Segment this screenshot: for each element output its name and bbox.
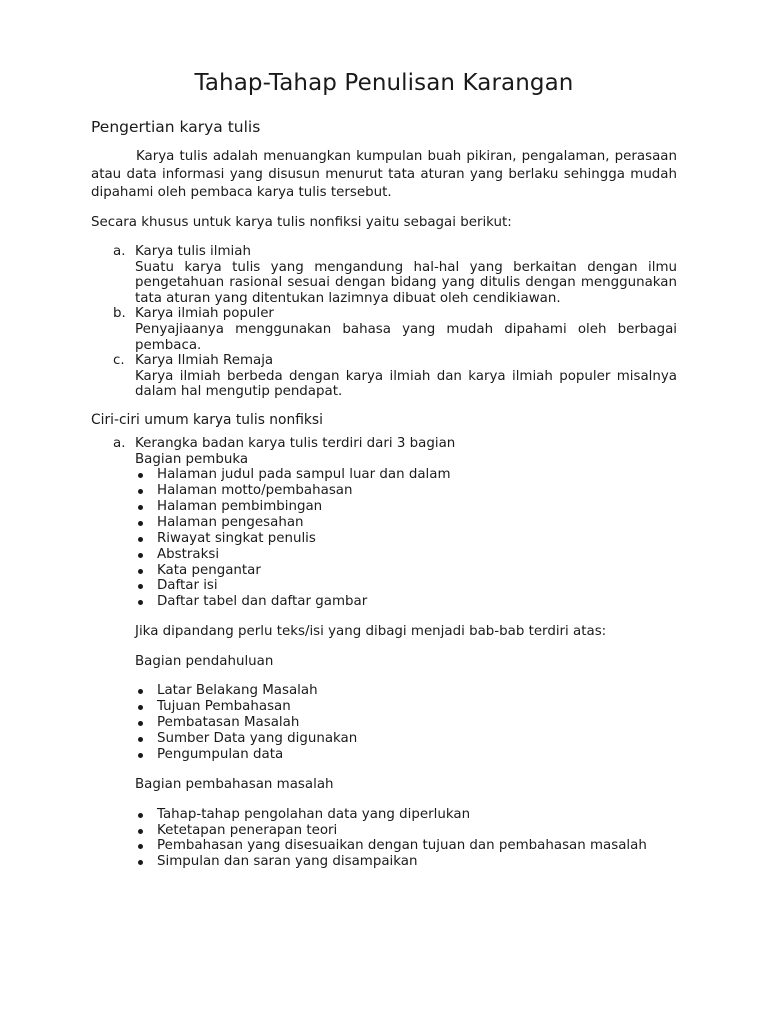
bullet-item: Riwayat singkat penulis xyxy=(135,531,677,547)
pendahuluan-bullet-list xyxy=(135,683,677,763)
list-item-title: Karya Ilmiah Remaja xyxy=(135,353,274,369)
section-heading-ciri-ciri: Ciri-ciri umum karya tulis nonfiksi xyxy=(91,411,323,428)
subsection-label-pembahasan: Bagian pembahasan masalah xyxy=(135,777,334,792)
bullet-item: Halaman pengesahan xyxy=(135,515,677,531)
list-item-title: Karya tulis ilmiah xyxy=(135,244,251,259)
list-item-description: Suatu karya tulis yang mengandung hal-hal yang berkaitan dengan ilmu pengetahuan rasional sesuai dengan bidang yang ditulis dengan menggunakan tata aturan yang ditentukan lazimnya dibuat oleh cendikiawan. xyxy=(135,259,677,306)
list-marker: b. xyxy=(113,306,126,322)
bullet-item: Halaman pembimbingan xyxy=(135,499,677,515)
bullet-item: Pembatasan Masalah xyxy=(135,715,677,731)
bullet-item: Daftar tabel dan daftar gambar xyxy=(135,594,677,610)
bullet-item: Tahap-tahap pengolahan data yang diperlukan xyxy=(135,807,677,823)
subsection-label-pendahuluan: Bagian pendahuluan xyxy=(135,653,274,669)
list-item-description: Penyajiaanya menggunakan bahasa yang mudah dipahami oleh berbagai pembaca. xyxy=(135,321,677,353)
bullet-item: Latar Belakang Masalah xyxy=(135,683,677,699)
bullet-item: Halaman motto/pembahasan xyxy=(135,483,677,499)
bullet-item: Kata pengantar xyxy=(135,563,677,579)
pembahasan-bullet-list xyxy=(135,807,677,871)
list-item xyxy=(91,306,677,353)
list-item xyxy=(91,436,677,870)
document-title: Tahap-Tahap Penulisan Karangan xyxy=(194,70,574,96)
bullet-item: Abstraksi xyxy=(135,547,677,563)
bullet-item: Pengumpulan data xyxy=(135,747,677,763)
bullet-item: Daftar isi xyxy=(135,578,677,594)
nonfiction-types-list xyxy=(91,244,677,400)
list-item-title: Kerangka badan karya tulis terdiri dari 3 bagian xyxy=(135,435,456,451)
list-marker: a. xyxy=(113,244,126,259)
list-item-description: Karya ilmiah berbeda dengan karya ilmiah dan karya ilmiah populer misalnya dalam hal mengutip pendapat. xyxy=(135,368,677,400)
bullet-item: Pembahasan yang disesuaikan dengan tujuan dan pembahasan masalah xyxy=(135,838,677,854)
paragraph-nonfiction-intro: Secara khusus untuk karya tulis nonfiksi yaitu sebagai berikut: xyxy=(91,215,512,230)
subsection-label-pembuka: Bagian pembuka xyxy=(135,451,249,467)
list-item xyxy=(91,353,677,400)
list-item xyxy=(91,244,677,306)
section-heading-pengertian: Pengertian karya tulis xyxy=(91,118,261,136)
bullet-item: Ketetapan penerapan teori xyxy=(135,823,677,839)
bullet-item: Simpulan dan saran yang disampaikan xyxy=(135,854,677,870)
characteristics-list xyxy=(91,436,677,870)
pembuka-bullet-list xyxy=(135,467,677,610)
list-marker: c. xyxy=(113,353,125,369)
bullet-item: Sumber Data yang digunakan xyxy=(135,731,677,747)
list-item-title: Karya ilmiah populer xyxy=(135,306,274,322)
list-marker: a. xyxy=(113,435,126,451)
bullet-item: Tujuan Pembahasan xyxy=(135,699,677,715)
paragraph-definition: Karya tulis adalah menuangkan kumpulan buah pikiran, pengalaman, perasaan atau data informasi yang disusun menurut tata aturan yang berlaku sehingga mudah dipahami oleh pembaca karya tulis tersebut. xyxy=(91,149,677,200)
bullet-item: Halaman judul pada sampul luar dan dalam xyxy=(135,467,677,483)
isi-intro-text: Jika dipandang perlu teks/isi yang dibagi menjadi bab-bab terdiri atas: xyxy=(135,624,607,640)
